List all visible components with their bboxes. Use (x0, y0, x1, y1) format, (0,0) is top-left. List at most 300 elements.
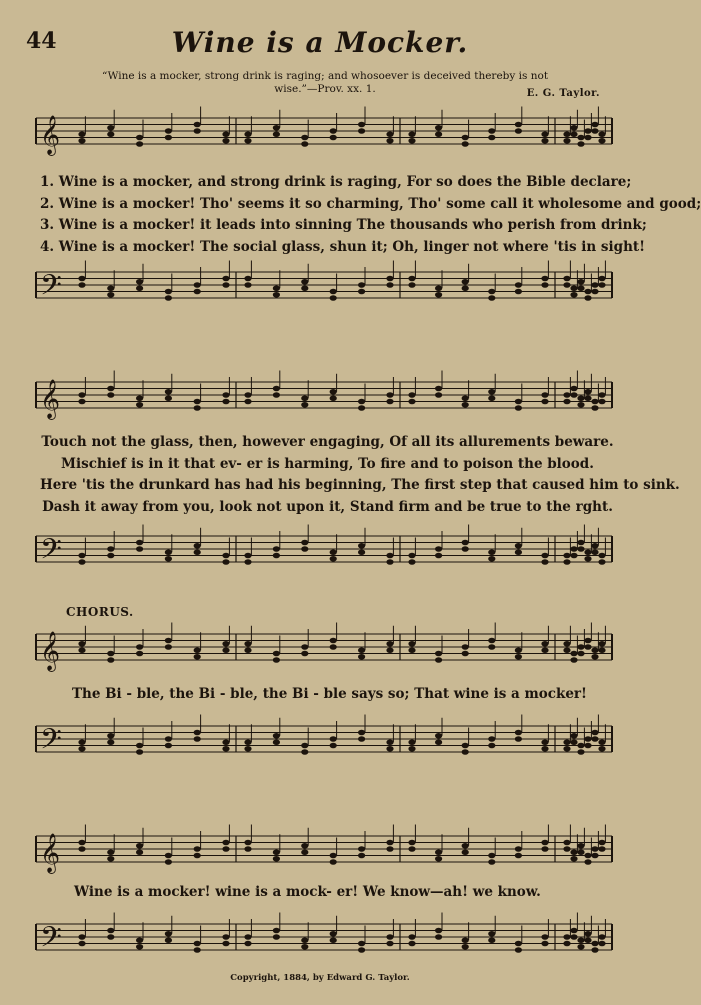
note-head (598, 392, 605, 398)
note-head (273, 934, 280, 940)
copyright-notice: Copyright, 1884, by Edward G. Taylor. (230, 973, 410, 983)
note-head (541, 840, 548, 846)
lyric-line: Here 'tis the drunkard has had his beginning, The first step that caused him to sink. (40, 477, 680, 493)
note-head (435, 125, 442, 131)
note-head (136, 546, 143, 552)
note-head (78, 846, 85, 852)
note-head (301, 749, 308, 755)
note-head (107, 292, 114, 298)
note-head (78, 276, 85, 282)
note-head (136, 279, 143, 285)
note-head (386, 131, 393, 137)
treble-staff-system-1 (0, 104, 640, 164)
note-head (488, 743, 495, 749)
note-head (541, 846, 548, 852)
note-head (570, 849, 577, 855)
note-head (165, 859, 172, 865)
note-head (273, 657, 280, 663)
note-head (194, 543, 201, 549)
note-head (244, 282, 251, 288)
note-head (598, 934, 605, 940)
epigraph: “Wine is a mocker, strong drink is raging; and whosoever is deceived thereby is not wise.”—Prov. xx. 1. (101, 70, 549, 95)
note-head (136, 849, 143, 855)
note-head (136, 937, 143, 943)
note-head (591, 947, 598, 953)
note-head (358, 128, 365, 134)
note-head (577, 285, 584, 291)
note-head (194, 947, 201, 953)
note-head (435, 733, 442, 739)
note-head (330, 556, 337, 562)
note-head (541, 282, 548, 288)
note-head (435, 386, 442, 392)
note-head (435, 546, 442, 552)
clef-icon: 𝄢 (40, 921, 62, 961)
note-head (584, 389, 591, 395)
note-head (462, 749, 469, 755)
note-head (386, 647, 393, 653)
note-head (78, 138, 85, 144)
note-head (515, 128, 522, 134)
note-head (273, 553, 280, 559)
note-head (570, 125, 577, 131)
note-head (386, 846, 393, 852)
note-head (570, 553, 577, 559)
note-head (598, 559, 605, 565)
note-head (136, 651, 143, 657)
note-head (541, 739, 548, 745)
note-head (107, 651, 114, 657)
note-head (408, 846, 415, 852)
note-head (330, 135, 337, 141)
note-head (598, 647, 605, 653)
note-head (107, 934, 114, 940)
note-head (78, 131, 85, 137)
note-head (408, 840, 415, 846)
note-head (107, 733, 114, 739)
note-head (301, 944, 308, 950)
note-head (488, 853, 495, 859)
chorus-label: CHORUS. (66, 605, 134, 619)
bass-staff-system-2 (0, 522, 640, 582)
note-head (515, 122, 522, 128)
note-head (330, 295, 337, 301)
note-head (244, 399, 251, 405)
note-head (273, 928, 280, 934)
note-head (330, 931, 337, 937)
note-head (107, 856, 114, 862)
note-head (358, 853, 365, 859)
note-head (488, 638, 495, 644)
note-head (584, 638, 591, 644)
note-head (273, 131, 280, 137)
note-head (408, 399, 415, 405)
note-head (598, 138, 605, 144)
lyric-line: The Bi - ble, the Bi - ble, the Bi - ble says so; That wine is a mocker! (72, 686, 587, 702)
note-head (488, 128, 495, 134)
note-head (107, 553, 114, 559)
note-head (244, 934, 251, 940)
note-head (136, 402, 143, 408)
note-head (194, 549, 201, 555)
note-head (435, 657, 442, 663)
note-head (577, 395, 584, 401)
note-head (165, 295, 172, 301)
note-head (358, 654, 365, 660)
note-head (598, 553, 605, 559)
note-head (194, 730, 201, 736)
note-head (273, 546, 280, 552)
note-head (591, 399, 598, 405)
note-head (165, 937, 172, 943)
note-head (107, 285, 114, 291)
note-head (273, 392, 280, 398)
note-head (358, 647, 365, 653)
note-head (541, 553, 548, 559)
note-head (515, 543, 522, 549)
note-head (386, 399, 393, 405)
note-head (563, 276, 570, 282)
note-head (408, 641, 415, 647)
note-head (165, 853, 172, 859)
note-head (591, 289, 598, 295)
note-head (78, 553, 85, 559)
note-head (78, 282, 85, 288)
note-head (78, 641, 85, 647)
note-head (194, 654, 201, 660)
note-head (584, 644, 591, 650)
note-head (165, 736, 172, 742)
note-head (386, 553, 393, 559)
note-head (408, 746, 415, 752)
note-head (244, 553, 251, 559)
note-head (591, 282, 598, 288)
note-head (165, 389, 172, 395)
note-head (301, 849, 308, 855)
note-head (577, 749, 584, 755)
note-head (330, 395, 337, 401)
note-head (577, 279, 584, 285)
note-head (462, 395, 469, 401)
note-head (244, 941, 251, 947)
note-head (570, 657, 577, 663)
note-head (541, 641, 548, 647)
note-head (107, 546, 114, 552)
note-head (577, 135, 584, 141)
note-head (462, 843, 469, 849)
note-head (386, 559, 393, 565)
note-head (386, 641, 393, 647)
note-head (222, 399, 229, 405)
note-head (78, 647, 85, 653)
note-head (541, 138, 548, 144)
note-head (107, 928, 114, 934)
note-head (358, 289, 365, 295)
note-head (194, 853, 201, 859)
note-head (301, 540, 308, 546)
note-head (136, 395, 143, 401)
note-head (515, 282, 522, 288)
note-head (488, 135, 495, 141)
note-head (488, 549, 495, 555)
note-head (165, 743, 172, 749)
note-head (563, 647, 570, 653)
note-head (435, 131, 442, 137)
note-head (488, 295, 495, 301)
note-head (165, 931, 172, 937)
note-head (136, 644, 143, 650)
note-head (563, 131, 570, 137)
note-head (541, 131, 548, 137)
note-head (598, 399, 605, 405)
note-head (598, 739, 605, 745)
note-head (244, 746, 251, 752)
note-head (386, 739, 393, 745)
note-head (563, 138, 570, 144)
note-head (244, 641, 251, 647)
note-head (408, 138, 415, 144)
note-head (435, 553, 442, 559)
note-head (330, 549, 337, 555)
note-head (577, 644, 584, 650)
page-number: 44 (26, 28, 57, 54)
treble-staff-system-2 (0, 368, 640, 428)
note-head (435, 285, 442, 291)
note-head (515, 549, 522, 555)
note-head (591, 941, 598, 947)
note-head (194, 122, 201, 128)
note-head (488, 289, 495, 295)
note-head (244, 559, 251, 565)
note-head (584, 135, 591, 141)
note-head (591, 853, 598, 859)
note-head (462, 644, 469, 650)
note-head (330, 859, 337, 865)
note-head (222, 553, 229, 559)
note-head (462, 937, 469, 943)
note-head (194, 846, 201, 852)
note-head (408, 739, 415, 745)
note-head (515, 736, 522, 742)
note-head (330, 289, 337, 295)
note-head (194, 399, 201, 405)
note-head (488, 931, 495, 937)
note-head (222, 276, 229, 282)
note-head (136, 843, 143, 849)
note-head (591, 122, 598, 128)
note-head (598, 282, 605, 288)
note-head (386, 746, 393, 752)
note-head (330, 128, 337, 134)
bass-staff-system-1 (0, 258, 640, 318)
bass-staff-chorus-1 (0, 712, 640, 772)
note-head (408, 131, 415, 137)
note-head (222, 131, 229, 137)
note-head (563, 282, 570, 288)
lyric-line: Wine is a mocker! wine is a mock- er! We know—ah! we know. (74, 884, 541, 900)
note-head (301, 843, 308, 849)
note-head (563, 941, 570, 947)
note-head (165, 135, 172, 141)
note-head (408, 553, 415, 559)
note-head (194, 941, 201, 947)
note-head (273, 733, 280, 739)
note-head (78, 392, 85, 398)
note-head (301, 395, 308, 401)
note-head (515, 647, 522, 653)
note-head (584, 743, 591, 749)
note-head (358, 941, 365, 947)
note-head (577, 937, 584, 943)
note-head (541, 392, 548, 398)
note-head (577, 944, 584, 950)
note-head (591, 128, 598, 134)
note-head (78, 746, 85, 752)
note-head (244, 131, 251, 137)
note-head (515, 399, 522, 405)
note-head (386, 941, 393, 947)
note-head (541, 647, 548, 653)
note-head (541, 559, 548, 565)
note-head (165, 128, 172, 134)
note-head (515, 846, 522, 852)
note-head (570, 739, 577, 745)
note-head (435, 392, 442, 398)
note-head (222, 846, 229, 852)
note-head (563, 746, 570, 752)
clef-icon: 𝄞 (40, 631, 61, 671)
note-head (330, 743, 337, 749)
note-head (301, 644, 308, 650)
note-head (358, 543, 365, 549)
note-head (107, 125, 114, 131)
lyric-line: 3. Wine is a mocker! it leads into sinning The thousands who perish from drink; (40, 217, 647, 233)
note-head (462, 743, 469, 749)
note-head (165, 549, 172, 555)
note-head (591, 647, 598, 653)
note-head (301, 279, 308, 285)
note-head (563, 846, 570, 852)
note-head (584, 556, 591, 562)
clef-icon: 𝄢 (40, 723, 62, 763)
note-head (584, 859, 591, 865)
note-head (570, 292, 577, 298)
note-head (194, 282, 201, 288)
song-title: Wine is a Mocker. (171, 26, 469, 59)
note-head (488, 556, 495, 562)
note-head (563, 399, 570, 405)
note-head (570, 131, 577, 137)
note-head (408, 392, 415, 398)
note-head (358, 549, 365, 555)
note-head (386, 282, 393, 288)
note-head (78, 934, 85, 940)
note-head (435, 856, 442, 862)
note-head (570, 651, 577, 657)
note-head (165, 638, 172, 644)
note-head (107, 657, 114, 663)
note-head (301, 651, 308, 657)
note-head (358, 282, 365, 288)
note-head (570, 392, 577, 398)
note-head (570, 285, 577, 291)
note-head (301, 546, 308, 552)
verse-lyrics-2 (40, 432, 680, 518)
note-head (194, 128, 201, 134)
note-head (584, 128, 591, 134)
note-head (136, 743, 143, 749)
note-head (386, 392, 393, 398)
note-head (244, 739, 251, 745)
note-head (78, 840, 85, 846)
note-head (194, 405, 201, 411)
note-head (386, 276, 393, 282)
note-head (488, 389, 495, 395)
note-head (570, 386, 577, 392)
treble-staff-chorus-1 (0, 620, 640, 675)
note-head (598, 131, 605, 137)
note-head (273, 285, 280, 291)
note-head (222, 739, 229, 745)
note-head (222, 138, 229, 144)
note-head (515, 941, 522, 947)
note-head (577, 849, 584, 855)
note-head (330, 644, 337, 650)
note-head (598, 840, 605, 846)
note-head (577, 843, 584, 849)
note-head (301, 937, 308, 943)
note-head (222, 559, 229, 565)
note-head (273, 292, 280, 298)
lyric-line: 4. Wine is a mocker! The social glass, shun it; Oh, linger not where 'tis in sight! (40, 238, 646, 255)
note-head (462, 944, 469, 950)
note-head (107, 849, 114, 855)
note-head (577, 141, 584, 147)
note-head (244, 840, 251, 846)
note-head (591, 730, 598, 736)
note-head (358, 947, 365, 953)
note-head (584, 931, 591, 937)
note-head (165, 289, 172, 295)
note-head (435, 928, 442, 934)
note-head (488, 937, 495, 943)
note-head (273, 849, 280, 855)
note-head (462, 540, 469, 546)
note-head (584, 295, 591, 301)
clef-icon: 𝄢 (40, 269, 62, 309)
note-head (435, 292, 442, 298)
author-credit: E. G. Taylor. (526, 88, 600, 99)
lyric-line: Touch not the glass, then, however engaging, Of all its allurements beware. (41, 434, 614, 450)
note-head (515, 947, 522, 953)
note-head (570, 928, 577, 934)
note-head (408, 647, 415, 653)
note-head (408, 559, 415, 565)
note-head (541, 934, 548, 940)
note-head (515, 289, 522, 295)
note-head (577, 651, 584, 657)
note-head (358, 122, 365, 128)
lyric-line: Dash it away from you, look not upon it, Stand firm and be true to the rght. (42, 498, 613, 515)
note-head (222, 641, 229, 647)
note-head (244, 647, 251, 653)
note-head (563, 840, 570, 846)
note-head (570, 546, 577, 552)
note-head (515, 853, 522, 859)
note-head (273, 386, 280, 392)
treble-staff-chorus-2 (0, 822, 640, 877)
note-head (107, 739, 114, 745)
